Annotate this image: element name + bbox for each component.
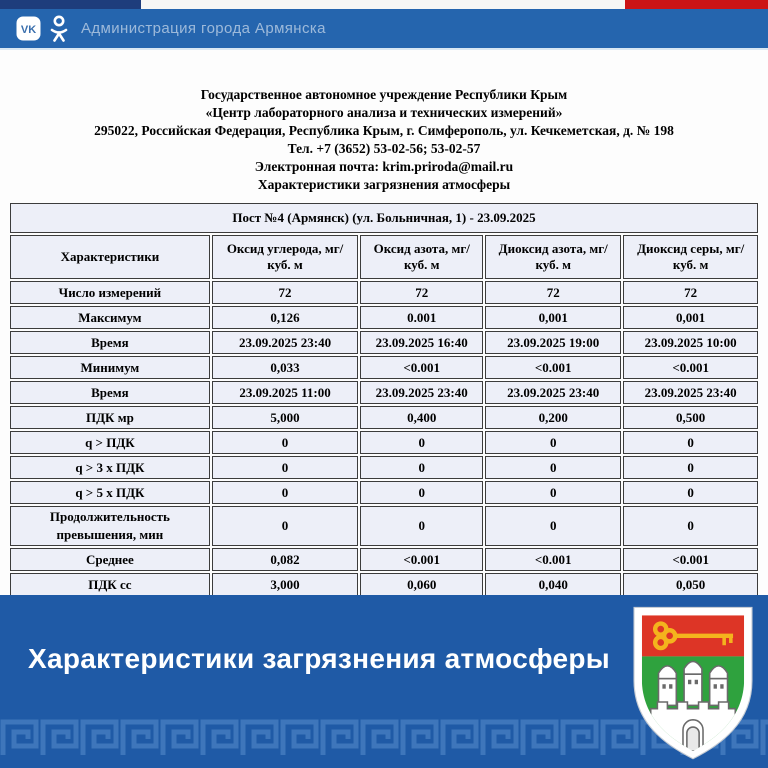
column-header: Диоксид серы, мг/куб. м <box>623 235 758 279</box>
pollution-table <box>8 201 760 623</box>
cell-value: 23.09.2025 23:40 <box>360 381 483 404</box>
table-title-row <box>10 203 758 233</box>
table-row <box>10 548 758 571</box>
row-label: Максимум <box>10 306 210 329</box>
page-title: Администрация города Армянска <box>81 20 326 37</box>
cell-value: 0 <box>623 481 758 504</box>
cell-value: 0,033 <box>212 356 359 379</box>
cell-value: 0 <box>212 456 359 479</box>
cell-value: 23.09.2025 11:00 <box>212 381 359 404</box>
cell-value: 23.09.2025 23:40 <box>212 331 359 354</box>
footer-banner <box>0 595 768 768</box>
stripe-red-segment <box>625 0 768 9</box>
cell-value: 0 <box>485 431 621 454</box>
cell-value: 0 <box>485 481 621 504</box>
table-title: Пост №4 (Армянск) (ул. Больничная, 1) - 23.09.2025 <box>10 203 758 233</box>
table-row <box>10 431 758 454</box>
email-line: Электронная почта: krim.priroda@mail.ru <box>254 159 514 174</box>
banner-title: Характеристики загрязнения атмосферы <box>28 643 610 674</box>
cell-value: 0 <box>485 456 621 479</box>
cell-value: 0 <box>623 431 758 454</box>
cell-value: 0,500 <box>623 406 758 429</box>
svg-text:VK: VK <box>20 24 37 36</box>
cell-value: <0.001 <box>485 356 621 379</box>
stripe-white-segment <box>141 0 625 9</box>
cell-value: 23.09.2025 19:00 <box>485 331 621 354</box>
row-label: Время <box>10 331 210 354</box>
cell-value: 0 <box>212 506 359 546</box>
cell-value: 0 <box>360 481 483 504</box>
column-header: Характеристики <box>10 235 210 279</box>
cell-value: 0,001 <box>623 306 758 329</box>
cell-value: <0.001 <box>485 548 621 571</box>
cell-value: 0,126 <box>212 306 359 329</box>
cell-value: 0,400 <box>360 406 483 429</box>
letterhead <box>0 86 768 194</box>
table-row <box>10 406 758 429</box>
table-row <box>10 356 758 379</box>
cell-value: 0 <box>212 481 359 504</box>
table-row <box>10 331 758 354</box>
cell-value: 5,000 <box>212 406 359 429</box>
row-label: Среднее <box>10 548 210 571</box>
cell-value: <0.001 <box>360 548 483 571</box>
cell-value: 72 <box>485 281 621 304</box>
cell-value: 0,060 <box>360 573 483 596</box>
cell-value: 0,050 <box>623 573 758 596</box>
tricolor-stripe <box>0 0 768 9</box>
stripe-blue-segment <box>0 0 141 9</box>
cell-value: 72 <box>212 281 359 304</box>
cell-value: 23.09.2025 23:40 <box>485 381 621 404</box>
column-header: Оксид углерода, мг/куб. м <box>212 235 359 279</box>
cell-value: 23.09.2025 16:40 <box>360 331 483 354</box>
odnoklassniki-icon[interactable] <box>50 15 68 42</box>
cell-value: 0,082 <box>212 548 359 571</box>
cell-value: 72 <box>623 281 758 304</box>
cell-value: 0,200 <box>485 406 621 429</box>
org-name-line: Государственное автономное учреждение Республики Крым <box>200 87 568 102</box>
report-title-line: Характеристики загрязнения атмосферы <box>257 177 511 192</box>
phone-line: Тел. +7 (3652) 53-02-56; 53-02-57 <box>287 141 481 156</box>
row-label: q > 3 х ПДК <box>10 456 210 479</box>
cell-value: 23.09.2025 10:00 <box>623 331 758 354</box>
armyansk-coat-of-arms-icon <box>626 603 760 761</box>
cell-value: 72 <box>360 281 483 304</box>
cell-value: <0.001 <box>623 356 758 379</box>
cell-value: 0,040 <box>485 573 621 596</box>
row-label: Число измерений <box>10 281 210 304</box>
cell-value: 3,000 <box>212 573 359 596</box>
row-label: ПДК сс <box>10 573 210 596</box>
table-body <box>10 281 758 621</box>
row-label: Время <box>10 381 210 404</box>
table-row <box>10 456 758 479</box>
cell-value: 0.001 <box>360 306 483 329</box>
table-row <box>10 306 758 329</box>
row-label: ПДК мр <box>10 406 210 429</box>
cell-value: 0 <box>212 431 359 454</box>
row-label: Минимум <box>10 356 210 379</box>
table-row <box>10 381 758 404</box>
table-row <box>10 506 758 546</box>
cell-value: 0,001 <box>485 306 621 329</box>
cell-value: 0 <box>623 456 758 479</box>
table-row <box>10 573 758 596</box>
table-row <box>10 481 758 504</box>
row-label: Продолжительность превышения, мин <box>10 506 210 546</box>
table-row <box>10 281 758 304</box>
address-line: 295022, Российская Федерация, Республика Крым, г. Симферополь, ул. Кечкеметская, д. № 198 <box>94 123 674 138</box>
cell-value: 0 <box>360 506 483 546</box>
row-label: q > ПДК <box>10 431 210 454</box>
cell-value: <0.001 <box>623 548 758 571</box>
vk-icon[interactable] <box>16 16 41 41</box>
cell-value: 23.09.2025 23:40 <box>623 381 758 404</box>
social-header <box>0 9 768 50</box>
row-label: q > 5 х ПДК <box>10 481 210 504</box>
cell-value: 0 <box>360 431 483 454</box>
cell-value: 0 <box>485 506 621 546</box>
cell-value: <0.001 <box>360 356 483 379</box>
column-header: Оксид азота, мг/куб. м <box>360 235 483 279</box>
table-header-row <box>10 235 758 279</box>
column-header: Диоксид азота, мг/куб. м <box>485 235 621 279</box>
cell-value: 0 <box>360 456 483 479</box>
org-subname-line: «Центр лабораторного анализа и технических измерений» <box>205 105 563 120</box>
cell-value: 0 <box>623 506 758 546</box>
